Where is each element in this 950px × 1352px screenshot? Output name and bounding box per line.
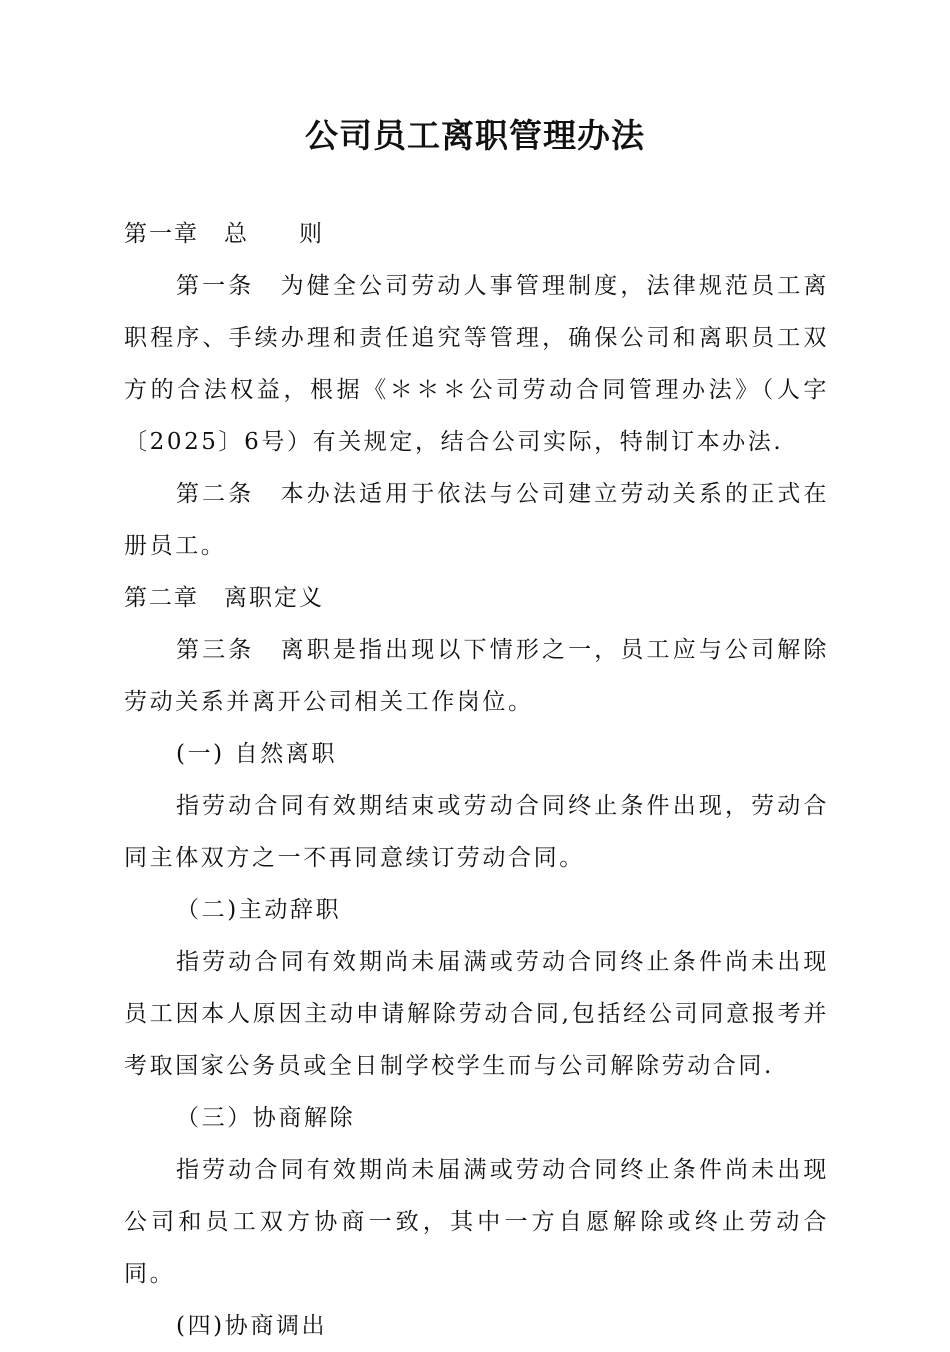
item-3-heading: （三）协商解除 [176,1105,356,1131]
item-2-body: 指劳动合同有效期尚未届满或劳动合同终止条件尚未出现员工因本人原因主动申请解除劳动合同,包括经公司同意报考并考取国家公务员或全日制学校学生而与公司解除劳动合同. [124,949,829,1079]
chapter-heading-1: 第一章 总 则 [124,221,324,247]
item-4-heading: (四)协商调出 [176,1313,328,1339]
article-1: 第一条 为健全公司劳动人事管理制度，法律规范员工离职程序、手续办理和责任追究等管理，确保公司和离职员工双方的合法权益，根据《＊＊＊公司劳动合同管理办法》（人字〔2025〕6号）有关规定，结合公司实际，特制订本办法. [124,273,829,455]
document-body [124,208,829,1352]
item-1-heading: (一) 自然离职 [176,741,338,767]
item-1-body: 指劳动合同有效期结束或劳动合同终止条件出现，劳动合同主体双方之一不再同意续订劳动合同。 [124,793,829,871]
article-2: 第二条 本办法适用于依法与公司建立劳动关系的正式在册员工。 [124,481,829,559]
chapter-heading-2: 第二章 离职定义 [124,585,324,611]
article-3: 第三条 离职是指出现以下情形之一，员工应与公司解除劳动关系并离开公司相关工作岗位。 [124,637,829,715]
document-title: 公司员工离职管理办法 [305,116,645,155]
item-2-heading: （二)主动辞职 [176,897,342,923]
item-3-body: 指劳动合同有效期尚未届满或劳动合同终止条件尚未出现公司和员工双方协商一致，其中一方自愿解除或终止劳动合同。 [124,1157,829,1287]
